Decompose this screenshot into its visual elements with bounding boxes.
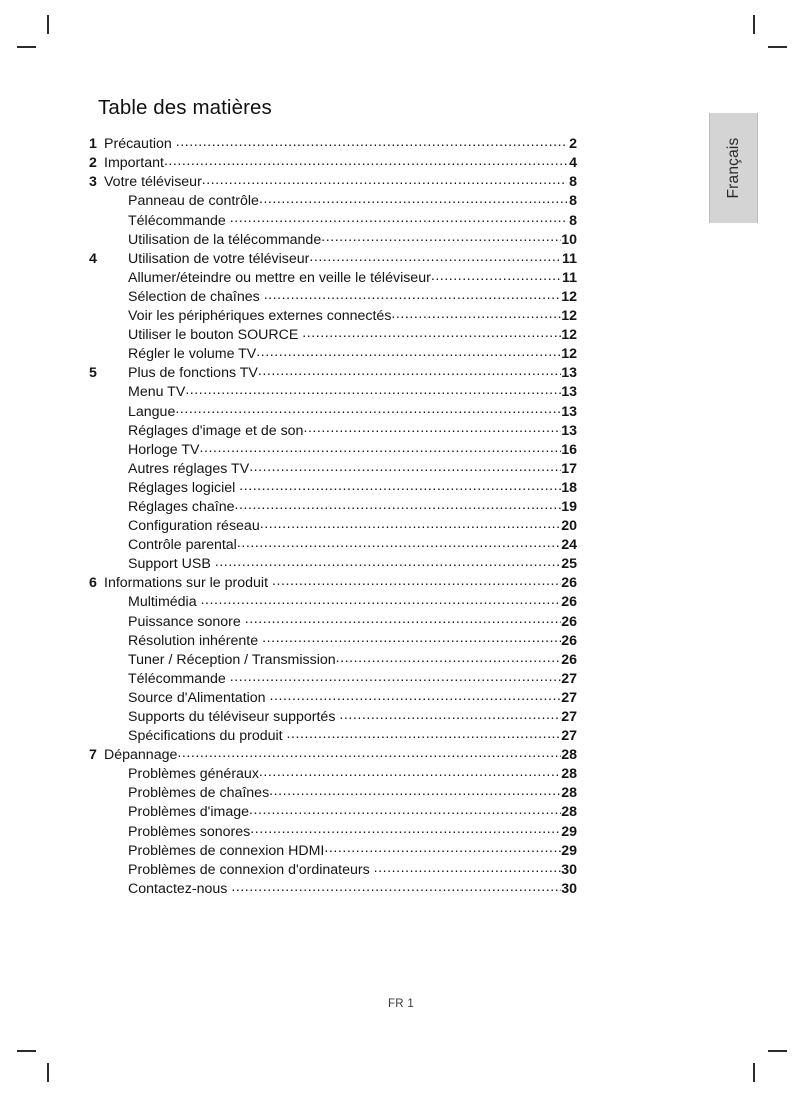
toc-entry-label: Autres réglages TV bbox=[128, 460, 250, 477]
toc-leader-dots bbox=[309, 249, 562, 263]
toc-entry-page-number: 25 bbox=[561, 556, 577, 573]
toc-leader-dots bbox=[431, 268, 562, 282]
toc-leader-dots bbox=[258, 363, 561, 377]
toc-entry[interactable] bbox=[89, 726, 577, 745]
toc-leader-dots bbox=[269, 783, 561, 797]
toc-leader-dots bbox=[336, 650, 562, 664]
toc-entry[interactable] bbox=[89, 707, 577, 726]
toc-entry-label: Votre téléviseur bbox=[104, 174, 202, 191]
toc-entry[interactable] bbox=[89, 363, 577, 382]
toc-entry-label: Télécommande bbox=[128, 212, 226, 229]
toc-leader-dots bbox=[230, 210, 567, 224]
toc-entry[interactable] bbox=[89, 535, 577, 554]
toc-entry-number: 7 bbox=[89, 747, 97, 764]
toc-entry-label: Panneau de contrôle bbox=[128, 193, 259, 210]
toc-entry[interactable] bbox=[89, 554, 577, 573]
toc-entry[interactable] bbox=[89, 497, 577, 516]
toc-entry-page-number: 12 bbox=[561, 308, 577, 325]
toc-entry-page-number: 26 bbox=[561, 594, 577, 611]
toc-entry-label: Régler le volume TV bbox=[128, 346, 257, 363]
toc-entry-page-number: 29 bbox=[561, 842, 577, 859]
toc-entry-label: Sélection de chaînes bbox=[128, 288, 260, 305]
toc-entry-number: 1 bbox=[89, 136, 97, 153]
toc-entry-label: Problèmes de chaînes bbox=[128, 785, 270, 802]
toc-entry-label: Multimédia bbox=[128, 594, 197, 611]
toc-entry-page-number: 12 bbox=[561, 288, 577, 305]
toc-entry-label: Configuration réseau bbox=[128, 518, 260, 535]
toc-entry-label: Horloge TV bbox=[128, 441, 200, 458]
toc-entry-page-number: 8 bbox=[569, 193, 577, 210]
toc-entry-label: Précaution bbox=[104, 136, 172, 153]
toc-entry-label: Allumer/éteindre ou mettre en veille le téléviseur bbox=[128, 269, 431, 286]
toc-entry-label: Problèmes généraux bbox=[128, 766, 259, 783]
toc-leader-dots bbox=[185, 382, 561, 396]
toc-entry[interactable] bbox=[89, 745, 577, 764]
toc-leader-dots bbox=[287, 726, 562, 740]
toc-leader-dots bbox=[270, 688, 562, 702]
toc-entry[interactable] bbox=[89, 459, 577, 478]
toc-entry-label: Utilisation de votre téléviseur bbox=[128, 250, 310, 267]
toc-entry-page-number: 26 bbox=[561, 575, 577, 592]
toc-leader-dots bbox=[262, 630, 561, 644]
toc-entry-label: Support USB bbox=[128, 556, 211, 573]
toc-entry-label: Utiliser le bouton SOURCE bbox=[128, 327, 299, 344]
toc-leader-dots bbox=[245, 611, 561, 625]
toc-leader-dots bbox=[250, 821, 561, 835]
toc-entry-page-number: 28 bbox=[561, 785, 577, 802]
toc-entry[interactable] bbox=[89, 268, 577, 287]
toc-entry-page-number: 29 bbox=[561, 823, 577, 840]
toc-entry-label: Problèmes d'image bbox=[128, 804, 249, 821]
toc-leader-dots bbox=[176, 134, 567, 148]
toc-entry[interactable] bbox=[89, 821, 577, 840]
toc-entry-page-number: 28 bbox=[561, 766, 577, 783]
toc-entry-number: 3 bbox=[89, 174, 97, 191]
toc-entry-label: Spécifications du produit bbox=[128, 728, 283, 745]
toc-entry[interactable] bbox=[89, 650, 577, 669]
toc-leader-dots bbox=[321, 229, 561, 243]
toc-entry-label: Contrôle parental bbox=[128, 537, 237, 554]
toc-entry[interactable] bbox=[89, 840, 577, 859]
toc-entry-label: Réglages logiciel bbox=[128, 479, 236, 496]
toc-entry[interactable] bbox=[89, 688, 577, 707]
toc-leader-dots bbox=[234, 497, 561, 511]
toc-entry-page-number: 2 bbox=[569, 136, 577, 153]
toc-entry-page-number: 13 bbox=[561, 422, 577, 439]
toc-leader-dots bbox=[200, 440, 562, 454]
toc-leader-dots bbox=[303, 420, 561, 434]
toc-entry-page-number: 11 bbox=[562, 269, 577, 286]
toc-entry[interactable] bbox=[89, 306, 577, 325]
toc-entry-label: Télécommande bbox=[128, 670, 226, 687]
toc-leader-dots bbox=[230, 669, 561, 683]
toc-entry[interactable] bbox=[89, 191, 577, 210]
toc-entry-label: Menu TV bbox=[128, 384, 186, 401]
toc-entry-label: Voir les périphériques externes connectés bbox=[128, 308, 392, 325]
toc-entry[interactable] bbox=[89, 478, 577, 497]
toc-entry[interactable] bbox=[89, 573, 577, 592]
toc-leader-dots bbox=[175, 401, 561, 415]
toc-entry-page-number: 8 bbox=[569, 174, 577, 191]
toc-entry-page-number: 27 bbox=[561, 689, 577, 706]
toc-entry-page-number: 8 bbox=[569, 212, 577, 229]
table-of-contents bbox=[89, 134, 577, 898]
toc-leader-dots bbox=[237, 535, 561, 549]
toc-leader-dots bbox=[272, 573, 561, 587]
toc-leader-dots bbox=[259, 191, 567, 205]
toc-entry-label: Tuner / Réception / Transmission bbox=[128, 651, 336, 668]
toc-leader-dots bbox=[374, 860, 562, 874]
page-footer: FR 1 bbox=[387, 998, 415, 1010]
toc-entry-number: 5 bbox=[89, 365, 97, 382]
toc-entry-page-number: 27 bbox=[561, 709, 577, 725]
language-tab-label: Français bbox=[724, 137, 742, 199]
toc-leader-dots bbox=[249, 459, 561, 473]
toc-entry[interactable] bbox=[89, 592, 577, 611]
toc-leader-dots bbox=[164, 153, 567, 167]
toc-entry-page-number: 26 bbox=[561, 651, 577, 668]
toc-entry-page-number: 26 bbox=[561, 613, 577, 630]
toc-entry[interactable] bbox=[89, 630, 577, 649]
toc-entry-label: Contactez-nous bbox=[128, 880, 228, 897]
toc-leader-dots bbox=[391, 306, 561, 320]
toc-entry[interactable] bbox=[89, 783, 577, 802]
toc-entry-page-number: 10 bbox=[561, 231, 577, 248]
toc-entry[interactable] bbox=[89, 382, 577, 401]
toc-entry-page-number: 13 bbox=[561, 403, 577, 420]
toc-entry[interactable] bbox=[89, 210, 577, 229]
toc-entry[interactable] bbox=[89, 669, 577, 688]
toc-entry-page-number: 30 bbox=[561, 861, 577, 878]
toc-leader-dots bbox=[239, 478, 561, 492]
toc-entry-number: 4 bbox=[89, 250, 97, 267]
toc-leader-dots bbox=[264, 287, 562, 301]
toc-entry-page-number: 24 bbox=[561, 537, 577, 554]
toc-entry-label: Réglages chaîne bbox=[128, 498, 235, 515]
toc-entry[interactable] bbox=[89, 802, 577, 821]
toc-leader-dots bbox=[339, 707, 561, 721]
toc-leader-dots bbox=[215, 554, 561, 568]
toc-entry-label: Langue bbox=[128, 403, 176, 420]
toc-leader-dots bbox=[202, 172, 567, 186]
toc-entry-page-number: 27 bbox=[561, 728, 577, 745]
toc-leader-dots bbox=[249, 802, 561, 816]
toc-entry[interactable] bbox=[89, 153, 577, 172]
toc-entry[interactable] bbox=[89, 249, 577, 268]
toc-entry[interactable] bbox=[89, 440, 577, 459]
toc-entry-label: Utilisation de la télécommande bbox=[128, 231, 322, 248]
toc-entry-number: 6 bbox=[89, 575, 97, 592]
toc-entry[interactable] bbox=[89, 420, 577, 439]
toc-entry[interactable] bbox=[89, 401, 577, 420]
toc-entry[interactable] bbox=[89, 344, 577, 363]
toc-entry-label: Problèmes de connexion d'ordinateurs bbox=[128, 861, 370, 878]
toc-entry-label: Important bbox=[104, 155, 164, 172]
toc-entry-page-number: 11 bbox=[562, 250, 577, 267]
toc-entry-label: Problèmes sonores bbox=[128, 823, 251, 840]
toc-entry-page-number: 30 bbox=[561, 880, 577, 897]
toc-entry-label: Résolution inhérente bbox=[128, 632, 259, 649]
toc-entry-page-number: 19 bbox=[561, 498, 577, 515]
toc-entry-label: Plus de fonctions TV bbox=[128, 365, 258, 382]
toc-entry-label: Source d'Alimentation bbox=[128, 689, 266, 706]
toc-entry-page-number: 12 bbox=[561, 346, 577, 363]
toc-entry[interactable] bbox=[89, 516, 577, 535]
toc-entry-label: Réglages d'image et de son bbox=[128, 422, 304, 439]
toc-entry[interactable] bbox=[89, 229, 577, 248]
toc-leader-dots bbox=[260, 516, 562, 530]
toc-leader-dots bbox=[256, 344, 561, 358]
page-title: Table des matières bbox=[98, 96, 272, 119]
toc-entry-page-number: 28 bbox=[561, 747, 577, 764]
toc-entry[interactable] bbox=[89, 172, 577, 191]
toc-entry-label: Supports du téléviseur supportés bbox=[128, 709, 336, 725]
toc-entry-page-number: 20 bbox=[561, 518, 577, 535]
toc-leader-dots bbox=[201, 592, 562, 606]
toc-entry-page-number: 28 bbox=[561, 804, 577, 821]
toc-leader-dots bbox=[324, 840, 561, 854]
toc-entry-page-number: 27 bbox=[561, 670, 577, 687]
toc-entry-page-number: 4 bbox=[569, 155, 577, 172]
toc-entry[interactable] bbox=[89, 134, 577, 153]
toc-leader-dots bbox=[231, 879, 561, 893]
toc-entry-page-number: 18 bbox=[561, 479, 577, 496]
toc-entry-page-number: 26 bbox=[561, 632, 577, 649]
toc-entry-page-number: 12 bbox=[561, 327, 577, 344]
toc-entry[interactable] bbox=[89, 879, 577, 898]
toc-entry[interactable] bbox=[89, 860, 577, 879]
toc-entry-label: Problèmes de connexion HDMI bbox=[128, 842, 325, 859]
toc-leader-dots bbox=[177, 745, 561, 759]
toc-entry[interactable] bbox=[89, 764, 577, 783]
toc-entry-label: Puissance sonore bbox=[128, 613, 241, 630]
toc-entry-page-number: 16 bbox=[561, 441, 577, 458]
toc-leader-dots bbox=[259, 764, 561, 778]
toc-entry-label: Dépannage bbox=[104, 747, 178, 764]
toc-entry-page-number: 17 bbox=[561, 460, 577, 477]
toc-entry-number: 2 bbox=[89, 155, 97, 172]
toc-entry-page-number: 13 bbox=[561, 384, 577, 401]
toc-entry[interactable] bbox=[89, 611, 577, 630]
toc-entry-page-number: 13 bbox=[561, 365, 577, 382]
toc-entry[interactable] bbox=[89, 325, 577, 344]
toc-entry-label: Informations sur le produit bbox=[104, 575, 269, 592]
toc-entry[interactable] bbox=[89, 287, 577, 306]
toc-leader-dots bbox=[302, 325, 561, 339]
